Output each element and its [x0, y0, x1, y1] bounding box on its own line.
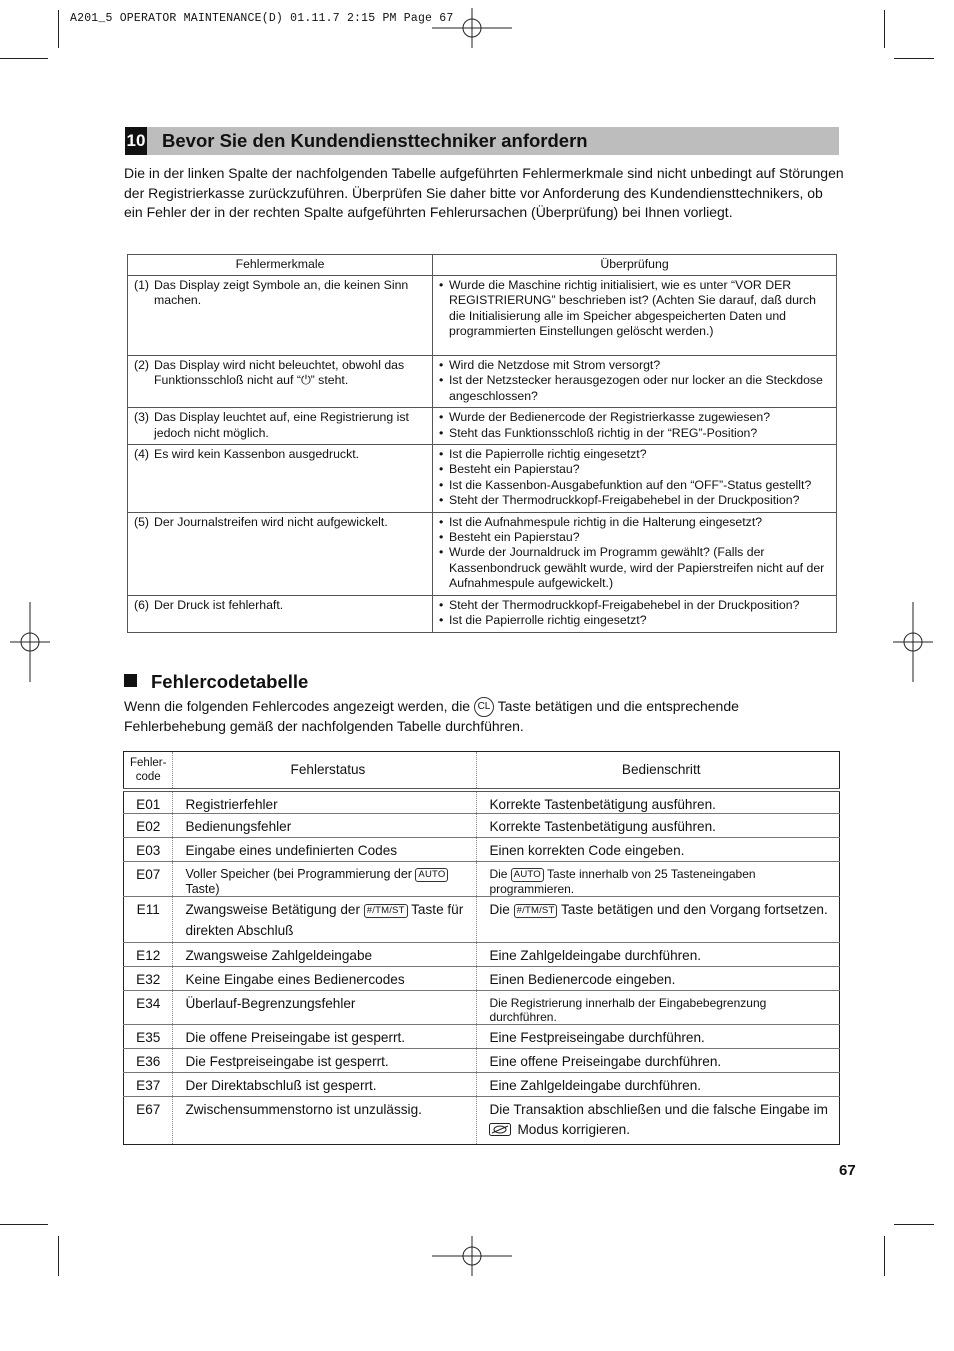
- check-item: • Wurde der Bedienercode der Registrierkasse zugewiesen?: [439, 410, 830, 425]
- tmst-key-icon: #/TM/ST: [514, 904, 558, 918]
- table-row: [124, 897, 840, 943]
- error-status: Keine Eingabe eines Bedienercodes: [173, 967, 477, 991]
- error-code: E12: [124, 943, 173, 967]
- check-cell: [433, 512, 837, 595]
- crop-mark: [894, 1224, 934, 1225]
- step-text-b: Taste betätigen und den Vorgang fortsetzen.: [560, 902, 828, 917]
- symptom-text: Es wird kein Kassenbon ausgedruckt.: [154, 447, 360, 462]
- error-status: Bedienungsfehler: [173, 814, 477, 838]
- header-code-line2: code: [135, 770, 161, 783]
- check-item: • Ist die Kassenbon-Ausgabefunktion auf den “OFF”-Status gestellt?: [439, 478, 830, 493]
- error-step: [477, 1097, 840, 1145]
- table-row: [124, 967, 840, 991]
- check-cell: [433, 595, 837, 632]
- step-text-a: Die: [489, 867, 508, 881]
- error-status: [173, 897, 477, 943]
- crop-mark: [58, 10, 59, 48]
- error-step: Korrekte Tastenbetätigung ausführen.: [477, 790, 840, 814]
- mode-key-icon: [489, 1123, 511, 1136]
- table-row: [124, 838, 840, 862]
- error-step: Einen korrekten Code eingeben.: [477, 838, 840, 862]
- symptom-text: Das Display zeigt Symbole an, die keinen Sinn machen.: [154, 278, 409, 308]
- step-text-a: Die: [489, 902, 510, 917]
- intro-text-b: Taste betätigen und die entsprechende Fehlerbehebung gemäß der nachfolgenden Tabelle durchführen.: [124, 698, 739, 734]
- cl-key-icon: CL: [474, 697, 494, 717]
- registration-mark-right: [893, 602, 933, 682]
- check-cell: [433, 408, 837, 445]
- registration-mark-bottom: [432, 1236, 512, 1276]
- table-row: [124, 790, 840, 814]
- column-header-code: [124, 752, 173, 790]
- check-cell: [433, 445, 837, 513]
- crop-mark: [884, 10, 885, 48]
- check-item: • Wurde der Journaldruck im Programm gewählt? (Falls der Kassenbondruck gewählt wurde, wird der Papierstreifen nicht auf der Aufnahmespule aufgewickelt.): [439, 545, 830, 591]
- row-number: (2): [134, 358, 150, 372]
- error-code: E35: [124, 1025, 173, 1049]
- error-step: Eine Festpreiseingabe durchführen.: [477, 1025, 840, 1049]
- error-step: Eine offene Preiseingabe durchführen.: [477, 1049, 840, 1073]
- check-item: • Steht das Funktionsschloß richtig in der “REG”-Position?: [439, 426, 830, 441]
- status-text-b: Taste für direkten Abschluß: [185, 902, 464, 938]
- auto-key-icon: AUTO: [511, 868, 544, 882]
- check-cell: [433, 356, 837, 408]
- check-item: • Wird die Netzdose mit Strom versorgt?: [439, 358, 830, 373]
- error-status: Die offene Preiseingabe ist gesperrt.: [173, 1025, 477, 1049]
- check-item: • Besteht ein Papierstau?: [439, 530, 830, 545]
- table-row: [128, 408, 837, 445]
- intro-text-a: Wenn die folgenden Fehlercodes angezeigt werden, die: [124, 698, 471, 714]
- column-header-status: Fehlerstatus: [173, 752, 477, 790]
- table-row: [128, 445, 837, 513]
- column-header-check: Überprüfung: [433, 255, 837, 276]
- crop-mark: [894, 58, 934, 59]
- symptom-cell: [128, 445, 433, 513]
- table-row: [124, 862, 840, 897]
- step-text-a: Die Transaktion abschließen und die falsche Eingabe im: [489, 1102, 828, 1117]
- registration-mark-left: [10, 602, 50, 682]
- error-code: E36: [124, 1049, 173, 1073]
- check-cell: [433, 276, 837, 356]
- table-header-row: [128, 255, 837, 276]
- table-row: [124, 1049, 840, 1073]
- error-step: Korrekte Tastenbetätigung ausführen.: [477, 814, 840, 838]
- check-item: • Ist der Netzstecker herausgezogen oder nur locker an die Steckdose angeschlossen?: [439, 373, 830, 404]
- check-item: • Ist die Aufnahmespule richtig in die Halterung eingesetzt?: [439, 515, 830, 530]
- page-number: 67: [839, 1162, 856, 1179]
- error-code: E32: [124, 967, 173, 991]
- check-item: • Besteht ein Papierstau?: [439, 462, 830, 477]
- table-row: [124, 814, 840, 838]
- crop-mark: [0, 1224, 48, 1225]
- print-header: A201_5 OPERATOR MAINTENANCE(D) 01.11.7 2:15 PM Page 67: [70, 12, 454, 25]
- error-step: Einen Bedienercode eingeben.: [477, 967, 840, 991]
- symptom-text: Der Journalstreifen wird nicht aufgewickelt.: [154, 514, 388, 529]
- error-code: E11: [124, 897, 173, 943]
- error-status: Der Direktabschluß ist gesperrt.: [173, 1073, 477, 1097]
- symptom-cell: [128, 595, 433, 632]
- check-item: • Ist die Papierrolle richtig eingesetzt?: [439, 613, 830, 628]
- auto-key-icon: AUTO: [415, 868, 448, 882]
- error-status: [173, 862, 477, 897]
- error-code-table: [123, 751, 840, 1145]
- table-row: [128, 512, 837, 595]
- error-status: Die Festpreiseingabe ist gesperrt.: [173, 1049, 477, 1073]
- bullet-square: [124, 674, 137, 687]
- symptom-cell: [128, 356, 433, 408]
- table-row: [124, 1025, 840, 1049]
- error-step: Die Registrierung innerhalb der Eingabebegrenzung durchführen.: [477, 991, 840, 1025]
- check-item: • Wurde die Maschine richtig initialisiert, wie es unter “VOR DER REGISTRIERUNG” beschrieben ist? (Achten Sie darauf, daß durch die Initialisierung alle im Speicher abgespeicherten Daten und programmierten Einstellungen gelöscht werden.): [439, 278, 830, 340]
- table-row: [124, 943, 840, 967]
- table-header-row: [124, 752, 840, 790]
- error-status: Zwangsweise Zahlgeldeingabe: [173, 943, 477, 967]
- section-heading: [125, 127, 839, 155]
- error-code: E34: [124, 991, 173, 1025]
- check-item: • Steht der Thermodruckkopf-Freigabehebel in der Druckposition?: [439, 493, 830, 508]
- symptom-cell: [128, 408, 433, 445]
- section-title: Bevor Sie den Kundendiensttechniker anfordern: [162, 130, 588, 151]
- step-text-b: Taste innerhalb von 25 Tasteneingaben programmieren.: [489, 867, 756, 896]
- row-number: (6): [134, 597, 150, 612]
- error-status: Zwischensummenstorno ist unzulässig.: [173, 1097, 477, 1145]
- row-number: (5): [134, 514, 150, 529]
- error-status: Registrierfehler: [173, 790, 477, 814]
- step-text-b: Modus korrigieren.: [517, 1122, 631, 1137]
- symptom-cell: [128, 512, 433, 595]
- registration-mark-top: [432, 8, 512, 48]
- table-row: [128, 276, 837, 356]
- section-number: 10: [125, 127, 147, 155]
- crop-mark: [884, 1236, 885, 1276]
- table-row: [124, 1073, 840, 1097]
- error-step: Eine Zahlgeldeingabe durchführen.: [477, 1073, 840, 1097]
- intro-paragraph: Die in der linken Spalte der nachfolgenden Tabelle aufgeführten Fehlermerkmale sind nicht unbedingt auf Störungen der Registrierkasse zurückzuführen. Überprüfen Sie daher bitte vor Anforderung des Kundendiensttechnikers, ob ein Fehler der in der rechten Spalte aufgeführten Fehlerursachen (Überprüfung) bei Ihnen vorliegt.: [124, 165, 844, 220]
- crop-mark: [58, 1236, 59, 1276]
- error-status: Überlauf-Begrenzungsfehler: [173, 991, 477, 1025]
- status-text-a: Voller Speicher (bei Programmierung der: [185, 867, 412, 881]
- error-code: E03: [124, 838, 173, 862]
- status-text-a: Zwangsweise Betätigung der: [185, 902, 360, 917]
- row-number: (1): [134, 278, 150, 292]
- table-row: [124, 991, 840, 1025]
- error-code: E01: [124, 790, 173, 814]
- check-item: • Steht der Thermodruckkopf-Freigabehebel in der Druckposition?: [439, 598, 830, 613]
- section2-intro: [124, 697, 844, 737]
- error-code: E37: [124, 1073, 173, 1097]
- header-code-line1: Fehler-: [130, 756, 167, 769]
- error-step: [477, 897, 840, 943]
- error-code: E02: [124, 814, 173, 838]
- error-code: E07: [124, 862, 173, 897]
- check-item: • Ist die Papierrolle richtig eingesetzt?: [439, 447, 830, 462]
- tmst-key-icon: #/TM/ST: [364, 904, 408, 918]
- crop-mark: [0, 58, 48, 59]
- error-code: E67: [124, 1097, 173, 1145]
- table-row: [128, 356, 837, 408]
- row-number: (3): [134, 410, 150, 425]
- table-row: [128, 595, 837, 632]
- error-step: [477, 862, 840, 897]
- symptom-cell: [128, 276, 433, 356]
- column-header-symptom: Fehlermerkmale: [128, 255, 433, 276]
- section2-title: Fehlercodetabelle: [151, 671, 309, 692]
- table-row: [124, 1097, 840, 1145]
- symptom-text: Das Display wird nicht beleuchtet, obwohl das Funktionsschloß nicht auf “⏻” steht.: [154, 358, 405, 388]
- error-step: Eine Zahlgeldeingabe durchführen.: [477, 943, 840, 967]
- symptom-text: Der Druck ist fehlerhaft.: [154, 597, 284, 612]
- row-number: (4): [134, 447, 150, 462]
- status-text-b: Taste): [185, 882, 220, 896]
- troubleshooting-table: [127, 254, 837, 633]
- error-status: Eingabe eines undefinierten Codes: [173, 838, 477, 862]
- column-header-step: Bedienschritt: [477, 752, 840, 790]
- symptom-text: Das Display leuchtet auf, eine Registrierung ist jedoch nicht möglich.: [154, 410, 409, 440]
